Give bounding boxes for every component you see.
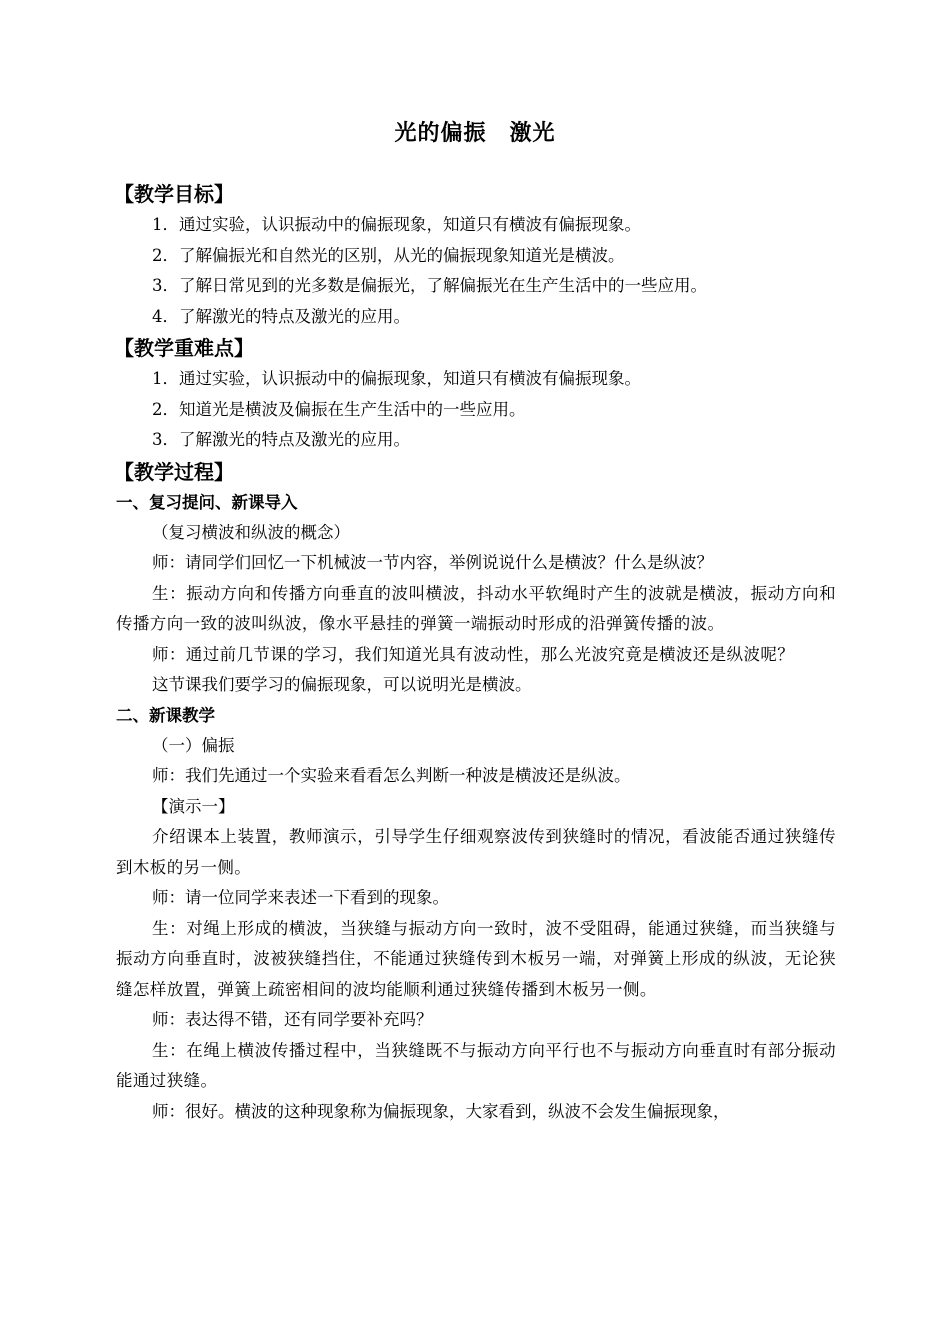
paragraph: （复习横波和纵波的概念）: [152, 522, 350, 542]
paragraph: 师：通过前几节课的学习，我们知道光具有波动性，那么光波究竟是横波还是纵波呢？: [152, 644, 795, 664]
section-heading-process: 【教学过程】: [114, 459, 234, 484]
paragraph: 生：在绳上横波传播过程中，当狭缝既不与振动方向平行也不与振动方向垂直时有部分振动能通过狭缝。: [116, 1040, 836, 1090]
subheading-new-lesson: 二、新课教学: [116, 705, 215, 725]
objective-item: 3．了解日常见到的光多数是偏振光，了解偏振光在生产生活中的一些应用。: [152, 276, 707, 295]
document-body: [116, 178, 836, 1127]
paragraph: 师：表达得不错，还有同学要补充吗？: [152, 1010, 433, 1029]
paragraph: （一）偏振: [152, 735, 235, 755]
document-title: 光的偏振 激光: [394, 121, 556, 146]
key-point-item: 1．通过实验，认识振动中的偏振现象，知道只有横波有偏振现象。: [152, 369, 641, 388]
paragraph: 【演示一】: [152, 796, 235, 816]
objective-item: 2．了解偏振光和自然光的区别，从光的偏振现象知道光是横波。: [152, 245, 625, 265]
paragraph: 生：对绳上形成的横波，当狭缝与振动方向一致时，波不受阻碍，能通过狭缝，而当狭缝与振动方向垂直时，波被狭缝挡住，不能通过狭缝传到木板另一端，对弹簧上形成的纵波，无论狭缝怎样放置，弹簧上疏密相间的波均能顺利通过狭缝传播到木板另一侧。: [116, 918, 836, 999]
paragraph: 这节课我们要学习的偏振现象，可以说明光是横波。: [152, 675, 532, 694]
key-point-item: 3．了解激光的特点及激光的应用。: [152, 430, 410, 449]
section-heading-objectives: 【教学目标】: [114, 182, 234, 206]
objective-item: 4．了解激光的特点及激光的应用。: [152, 306, 410, 326]
paragraph: 师：我们先通过一个实验来看看怎么判断一种波是横波还是纵波。: [152, 766, 631, 785]
paragraph: 介绍课本上装置，教师演示，引导学生仔细观察波传到狭缝时的情况，看波能否通过狭缝传到木板的另一侧。: [116, 827, 836, 877]
paragraph: 师：请同学们回忆一下机械波一节内容，举例说说什么是横波？什么是纵波？: [152, 553, 713, 572]
paragraph: 生：振动方向和传播方向垂直的波叫横波，抖动水平软绳时产生的波就是横波，振动方向和传播方向一致的波叫纵波，像水平悬挂的弹簧一端振动时形成的沿弹簧传播的波。: [116, 583, 836, 633]
paragraph: 师：请一位同学来表述一下看到的现象。: [152, 888, 449, 907]
subheading-review: 一、复习提问、新课导入: [116, 492, 298, 512]
objective-item: 1．通过实验，认识振动中的偏振现象，知道只有横波有偏振现象。: [152, 215, 641, 234]
paragraph: 师：很好。横波的这种现象称为偏振现象，大家看到，纵波不会发生偏振现象，: [152, 1101, 730, 1121]
key-point-item: 2．知道光是横波及偏振在生产生活中的一些应用。: [152, 399, 526, 419]
section-heading-key-points: 【教学重难点】: [114, 336, 254, 360]
